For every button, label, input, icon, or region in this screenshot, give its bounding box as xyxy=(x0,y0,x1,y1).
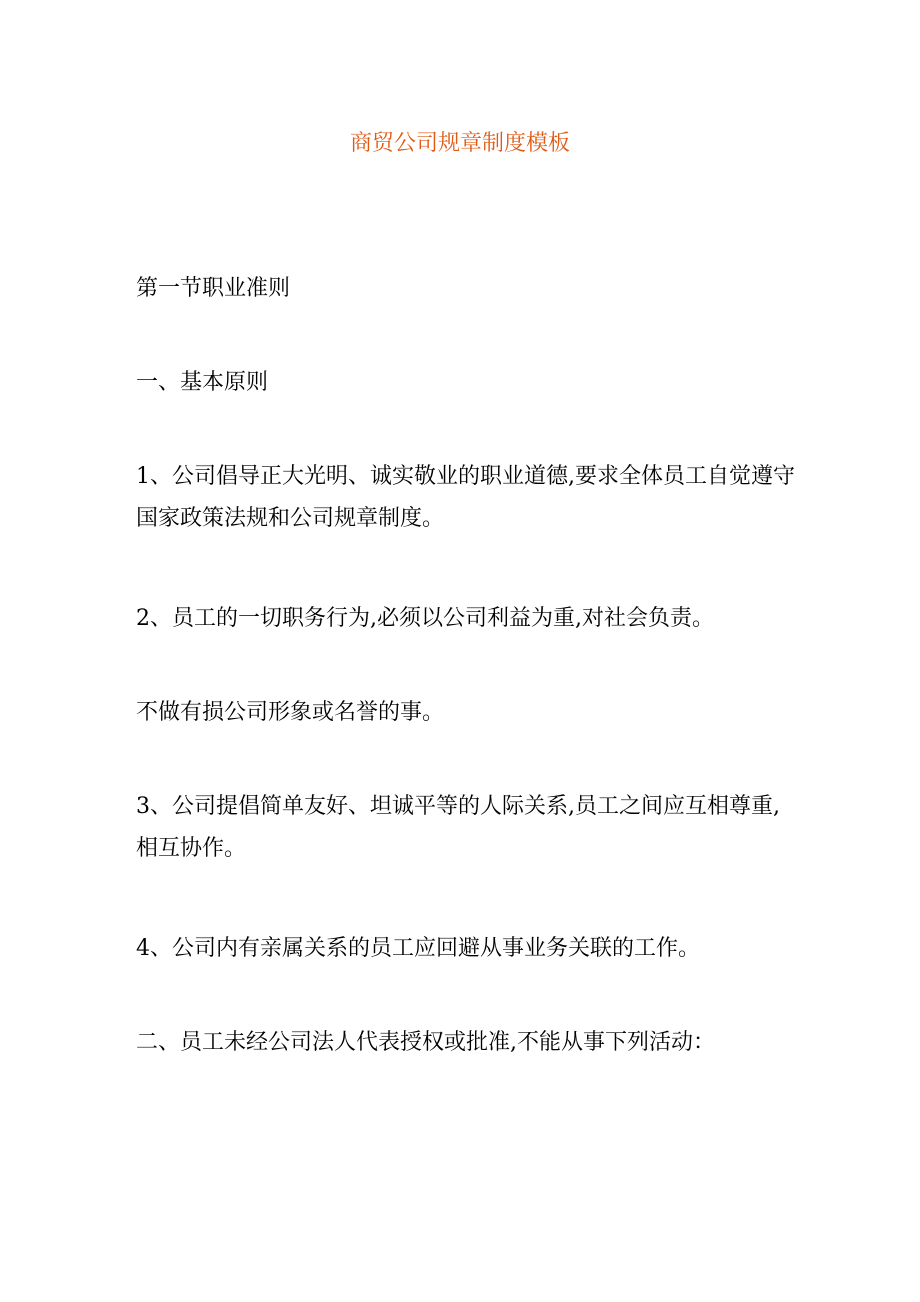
document-title: 商贸公司规章制度模板 xyxy=(349,131,570,156)
paragraph-item-2: 2、员工的一切职务行为,必须以公司利益为重,对社会负责。 xyxy=(136,606,714,631)
subsection-heading-2: 二、员工未经公司法人代表授权或批准,不能从事下列活动： xyxy=(136,1030,715,1055)
paragraph-item-4: 4、公司内有亲属关系的员工应回避从事业务关联的工作。 xyxy=(136,936,700,961)
section-heading: 第一节职业准则 xyxy=(136,276,291,301)
subsection-heading: 一、基本原则 xyxy=(136,370,269,395)
paragraph-item-3: 3、公司提倡简单友好、坦诚平等的人际关系,员工之间应互相尊重,相互协作。 xyxy=(136,794,780,861)
paragraph-item-1: 1、公司倡导正大光明、诚实敬业的职业道德,要求全体员工自觉遵守国家政策法规和公司规章制度。 xyxy=(136,464,795,531)
paragraph-continuation: 不做有损公司形象或名誉的事。 xyxy=(136,700,445,725)
